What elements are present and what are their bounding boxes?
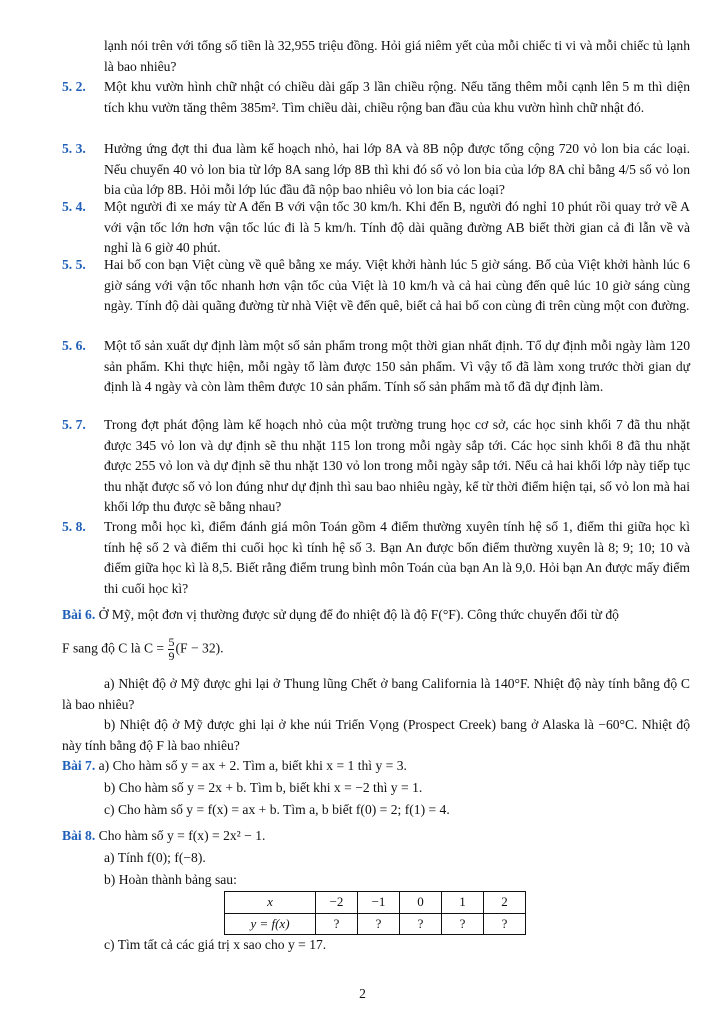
problem-number: 5. 6. xyxy=(62,338,86,353)
problem-text: Một khu vườn hình chữ nhật có chiều dài gấp 3 lần chiều rộng. Nếu tăng thêm mỗi cạnh lên 5 m thì diện tích khu vườn tăng thêm 385m². Tìm chiều dài, chiều rộng ban đầu của khu vườn hình chữ nhật đó. xyxy=(104,79,690,115)
bai6-part-a: a) Nhiệt độ ở Mỹ được ghi lại ở Thung lũng Chết ở bang California là 140°F. Nhiệt độ này tính bằng độ C là bao nhiêu? xyxy=(62,676,690,712)
problem-text: Hưởng ứng đợt thi đua làm kế hoạch nhỏ, hai lớp 8A và 8B nộp được tổng cộng 720 vỏ lon bia các loại. Nếu chuyển 40 vỏ lon bia từ lớp 8A sang lớp 8B thì khi đó số vỏ lon bia của lớp 8A chỉ bằng 4/5 số vỏ lon bia của lớp 8B. Hỏi mỗi lớp lúc đầu đã nộp bao nhiêu vỏ lon bia các loại? xyxy=(104,141,690,198)
problem-text: Trong đợt phát động làm kế hoạch nhỏ của một trường trung học cơ sở, các học sinh khối 7 đã thu nhặt được 345 vỏ lon và dự định sẽ thu nhặt 115 lon trong mỗi ngày sắp tới. Các học sinh khối 8 đã thu nhặt được 255 vỏ lon và dự định sẽ thu nhặt 130 vỏ lon trong mỗi ngày sắp tới. Nếu cả hai khối lớp này tiếp tục thu nhặt được số vỏ lon đúng như dự định thì sau bao nhiêu ngày, kể từ thời điểm hiện tại, số vỏ lon mà hai khối lớp thu được sẽ bằng nhau? xyxy=(104,417,690,515)
problem-text: Một người đi xe máy từ A đến B với vận tốc 30 km/h. Khi đến B, người đó nghỉ 10 phút rồi quay trở về A với vận tốc lớn hơn vận tốc lúc đi là 5 km/h. Tính độ dài quãng đường AB biết thời gian cả đi lẫn về và nghỉ là 6 giờ 40 phút. xyxy=(104,199,690,256)
problem-text: Một tổ sản xuất dự định làm một số sản phẩm trong một thời gian nhất định. Tổ dự định mỗi ngày làm 120 sản phẩm. Khi thực hiện, mỗi ngày tổ làm được 150 sản phẩm. Vì vậy tổ đã làm xong trước thời gian dự định là 4 ngày và còn làm thêm được 10 sản phẩm. Tính số sản phẩm mà tổ đã dự định làm. xyxy=(104,338,690,395)
value-table xyxy=(224,891,526,935)
table-cell: −2 xyxy=(316,892,358,914)
problem-number: 5. 4. xyxy=(62,199,86,214)
intro-text: lạnh nói trên với tổng số tiền là 32,955 triệu đồng. Hỏi giá niêm yết của mỗi chiếc ti vi và mỗi chiếc tủ lạnh là bao nhiêu? xyxy=(104,38,690,74)
bai7-part-b: b) Cho hàm số y = 2x + b. Tìm b, biết khi x = −2 thì y = 1. xyxy=(104,780,423,795)
table-cell: 1 xyxy=(442,892,484,914)
table-header-cell: x xyxy=(225,892,316,914)
bai8-intro: Cho hàm số y = f(x) = 2x² − 1. xyxy=(98,828,266,843)
bai6-part-b: b) Nhiệt độ ở Mỹ được ghi lại ở khe núi Triển Vọng (Prospect Creek) bang ở Alaska là −60°C. Nhiệt độ này tính bằng độ F là bao nhiêu? xyxy=(62,717,690,753)
bai7-part-a: a) Cho hàm số y = ax + 2. Tìm a, biết khi x = 1 thì y = 3. xyxy=(98,758,407,773)
fraction-numerator: 5 xyxy=(168,635,175,649)
bai8-part-a: a) Tính f(0); f(−8). xyxy=(104,850,206,865)
fraction-denominator: 9 xyxy=(168,649,175,663)
table-cell: ? xyxy=(358,913,400,935)
bai7-part-c: c) Cho hàm số y = f(x) = ax + b. Tìm a, b biết f(0) = 2; f(1) = 4. xyxy=(104,802,450,817)
bai8-part-c: c) Tìm tất cả các giá trị x sao cho y = 17. xyxy=(104,937,327,952)
bai7-label: Bài 7. xyxy=(62,758,96,773)
table-row xyxy=(225,892,526,914)
bai6-text: Ở Mỹ, một đơn vị thường được sử dụng để đo nhiệt độ là độ F(°F). Công thức chuyển đổi từ độ xyxy=(98,607,619,622)
table-cell: 2 xyxy=(484,892,526,914)
table-cell: −1 xyxy=(358,892,400,914)
bai8-intro-line xyxy=(62,826,690,847)
problem-number: 5. 8. xyxy=(62,519,86,534)
table-header-cell: y = f(x) xyxy=(225,913,316,935)
bai6-line1 xyxy=(62,605,690,626)
bai8-label: Bài 8. xyxy=(62,828,96,843)
bai8-part-b: b) Hoàn thành bảng sau: xyxy=(104,872,237,887)
page-number: 2 xyxy=(359,986,366,1001)
table-cell: ? xyxy=(442,913,484,935)
bai7-line-a xyxy=(62,756,690,777)
bai6-label: Bài 6. xyxy=(62,607,96,622)
problem-number: 5. 2. xyxy=(62,79,86,94)
problem-number: 5. 5. xyxy=(62,257,86,272)
problem-text: Trong mỗi học kì, điểm đánh giá môn Toán gồm 4 điểm thường xuyên tính hệ số 1, điểm thi giữa học kì tính hệ số 2 và điểm thi cuối học kì tính hệ số 3. Bạn An được bốn điểm thường xuyên là 8; 9; 10; 10 và điểm giữa học kì là 8,5. Biết rằng điểm trung bình môn Toán của bạn An là 9,0. Hỏi bạn An được mấy điểm thi cuối học kì? xyxy=(104,519,690,596)
problem-text: Hai bố con bạn Việt cùng về quê bằng xe máy. Việt khởi hành lúc 5 giờ sáng. Bố của Việt khởi hành lúc 6 giờ sáng với vận tốc nhanh hơn vận tốc của Việt là 10 km/h và cả hai cùng đến quê lúc 10 giờ sáng cùng ngày. Tính độ dài quãng đường từ nhà Việt về đến quê, biết cả hai bố con cùng đi trên cùng một con đường. xyxy=(104,257,690,314)
bai6-formula-tail: (F − 32). xyxy=(175,640,224,656)
table-row xyxy=(225,913,526,935)
bai6-formula-line xyxy=(62,636,690,663)
table-cell: ? xyxy=(484,913,526,935)
problem-number: 5. 7. xyxy=(62,417,86,432)
fraction xyxy=(168,636,174,663)
table-cell: ? xyxy=(400,913,442,935)
problem-number: 5. 3. xyxy=(62,141,86,156)
bai6-formula-lead: F sang độ C là C = xyxy=(62,640,165,656)
table-cell: 0 xyxy=(400,892,442,914)
table-cell: ? xyxy=(316,913,358,935)
